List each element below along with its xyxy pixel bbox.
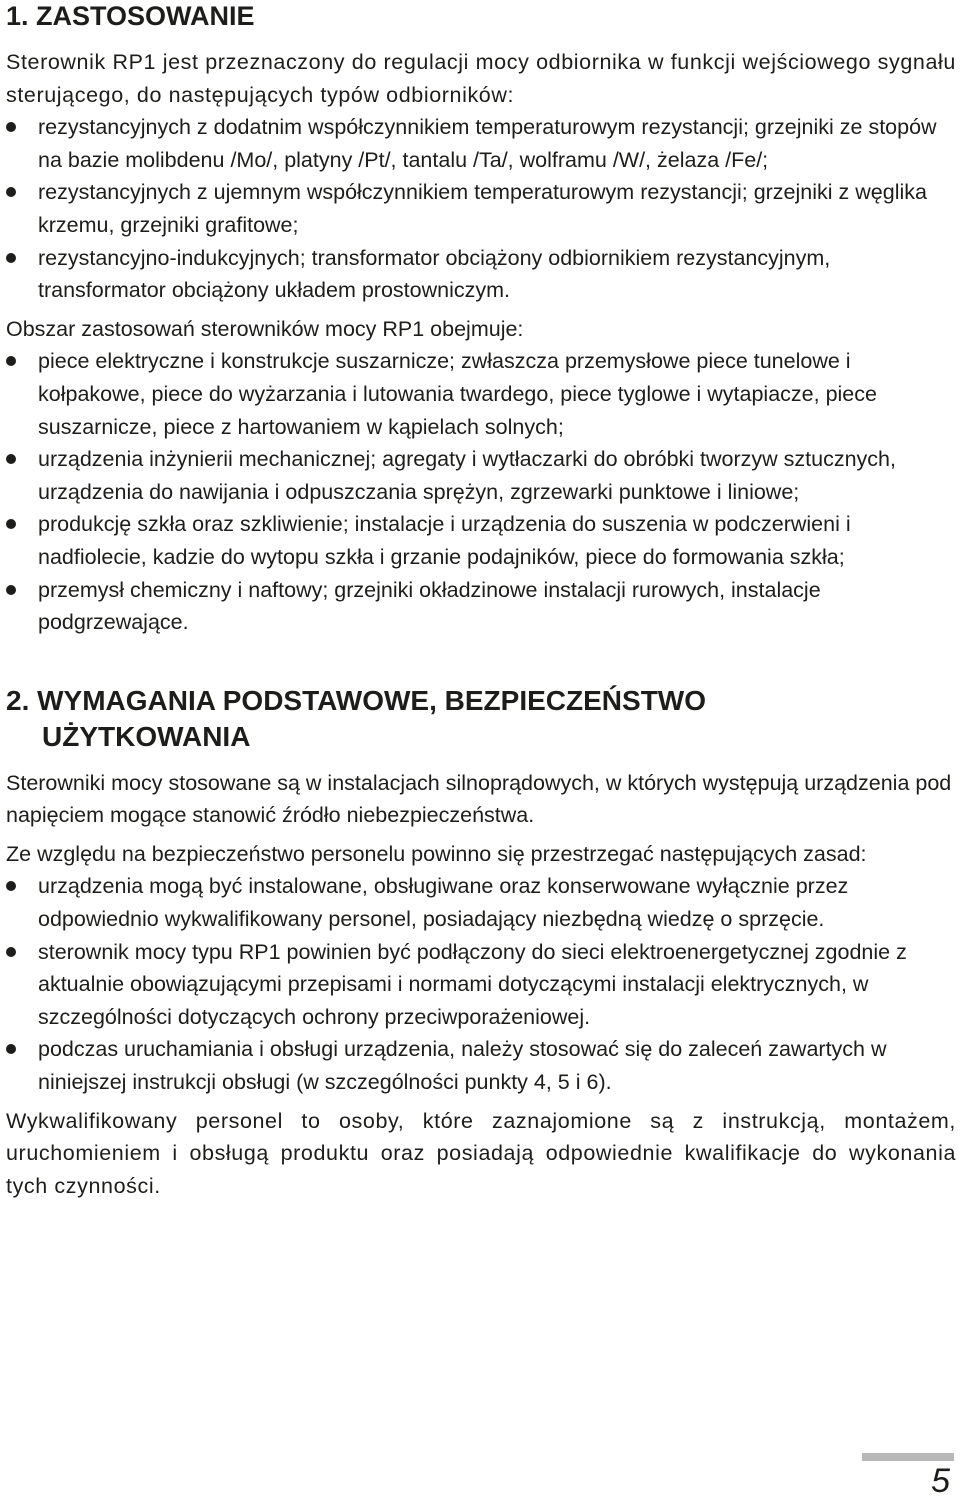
page-footer (862, 1453, 954, 1499)
list-item (6, 443, 956, 508)
bullet-icon (6, 454, 16, 464)
list-item (6, 111, 956, 176)
section-2-heading-line-1: 2. WYMAGANIA PODSTAWOWE, BEZPIECZEŃSTWO (6, 684, 706, 716)
list-item-text: rezystancyjno-indukcyjnych; transformator obciążony odbiornikiem rezystancyjnym, transformator obciążony układem prostowniczym. (38, 245, 831, 303)
bullet-icon (6, 585, 16, 595)
bullet-icon (6, 253, 16, 263)
scope-intro: Obszar zastosowań sterowników mocy RP1 obejmuje: (6, 316, 524, 341)
bullet-icon (6, 122, 16, 132)
list-item-text: piece elektryczne i konstrukcje suszarnicze; zwłaszcza przemysłowe piece tunelowe i kołpakowe, piece do wyżarzania i lutowania twardego, piece tyglowe i wytapiacze, piece suszarnicze, piece z hartowaniem w kąpielach solnych; (38, 349, 877, 439)
bullet-icon (6, 356, 16, 366)
list-item-text: podczas uruchamiania i obsługi urządzenia, należy stosować się do zaleceń zawartych w niniejszej instrukcji obsługi (w szczególności punkty 4, 5 i 6). (38, 1037, 887, 1095)
list-item-text: produkcję szkła oraz szkliwienie; instalacje i urządzenia do suszenia w podczerwieni i nadfiolecie, kadzie do wytopu szkła i grzanie podajników, piece do formowania szkła; (38, 512, 851, 569)
list-item (6, 936, 956, 1034)
list-item-text: rezystancyjnych z dodatnim współczynnikiem temperaturowym rezystancji; grzejniki ze stopów na bazie molibdenu /Mo/, platyny /Pt/, tantalu /Ta/, wolframu /W/, żelaza /Fe/; (38, 115, 937, 172)
bullet-icon (6, 519, 16, 529)
list-item (6, 574, 956, 639)
list-item (6, 508, 956, 573)
list-item-text: sterownik mocy typu RP1 powinien być podłączony do sieci elektroenergetycznej zgodnie z aktualnie obowiązującymi przepisami i normami dotyczącymi instalacji elektrycznych, w szczególności dotyczących ochrony przeciwporażeniowej. (38, 939, 907, 1029)
list-item (6, 870, 956, 935)
document-page (6, 0, 956, 1202)
load-types-list (6, 111, 956, 307)
section-1-intro: Sterownik RP1 jest przeznaczony do regulacji mocy odbiornika w funkcji wejściowego sygnału sterującego, do następujących typów odbiorników: (6, 50, 956, 107)
section-1-heading: 1. ZASTOSOWANIE (6, 1, 255, 31)
bullet-icon (6, 947, 16, 957)
section-2-paragraph-1: Sterowniki mocy stosowane są w instalacjach silnoprądowych, w których występują urządzenia pod napięciem mogące stanowić źródło niebezpieczeństwa. (6, 770, 952, 828)
list-item (6, 345, 956, 443)
list-item-text: urządzenia mogą być instalowane, obsługiwane oraz konserwowane wyłącznie przez odpowiednio wykwalifikowany personel, posiadający niezbędną wiedzę o sprzęcie. (38, 874, 849, 932)
list-item (6, 176, 956, 241)
list-item-text: rezystancyjnych z ujemnym współczynnikiem temperaturowym rezystancji; grzejniki z węglika krzemu, grzejniki grafitowe; (38, 180, 927, 237)
list-item (6, 242, 956, 307)
section-2-paragraph-2: Ze względu na bezpieczeństwo personelu powinno się przestrzegać następujących zasad: (6, 841, 867, 866)
list-item (6, 1033, 956, 1098)
bullet-icon (6, 187, 16, 197)
bullet-icon (6, 881, 16, 891)
bullet-icon (6, 1044, 16, 1054)
page-number: 5 (931, 1462, 950, 1500)
footer-rule (862, 1453, 954, 1461)
scope-list (6, 345, 956, 638)
list-item-text: przemysł chemiczny i naftowy; grzejniki okładzinowe instalacji rurowych, instalacje podgrzewające. (38, 577, 821, 635)
list-item-text: urządzenia inżynierii mechanicznej; agregaty i wytłaczarki do obróbki tworzyw sztucznych, urządzenia do nawijania i odpuszczania sprężyn, zgrzewarki punktowe i liniowe; (38, 447, 896, 504)
qualified-personnel-paragraph: Wykwalifikowany personel to osoby, które zaznajomione są z instrukcją, montażem, uruchomieniem i obsługą produktu oraz posiadają odpowiednie kwalifikacje do wykonania tych czynności. (6, 1108, 956, 1198)
safety-rules-list (6, 870, 956, 1098)
section-2-heading (6, 683, 956, 755)
section-2-heading-line-2: UŻYTKOWANIA (42, 720, 251, 752)
